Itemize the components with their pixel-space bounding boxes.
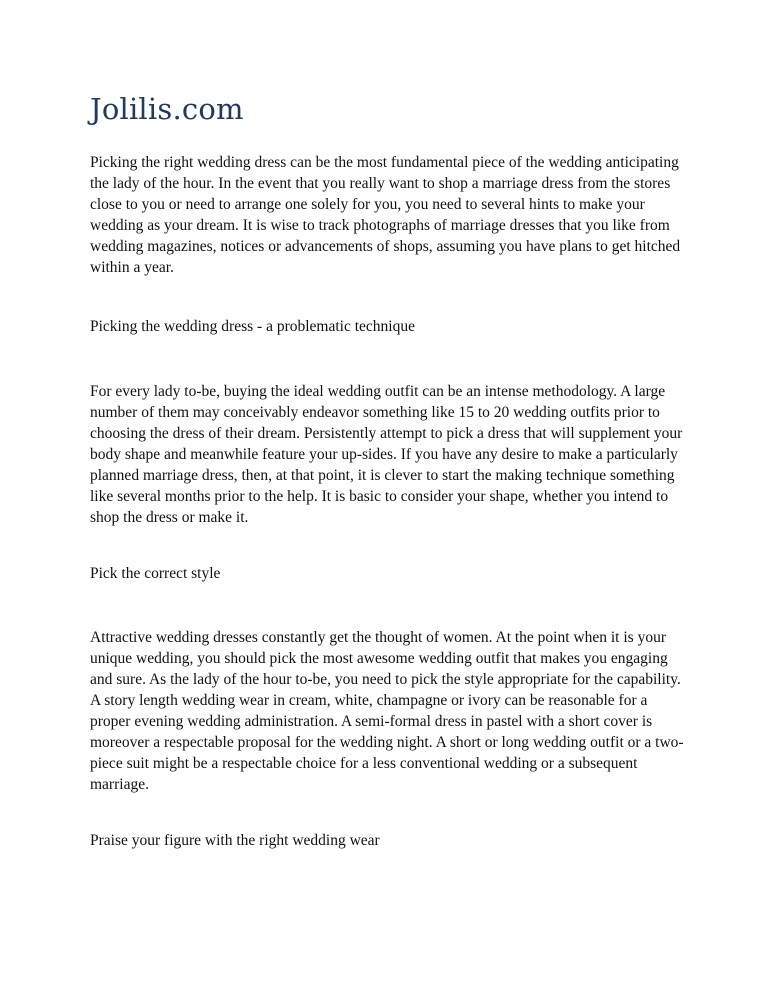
correct-style-paragraph: Attractive wedding dresses constantly get the thought of women. At the point when it is your unique wedding, you should pick the most awesome wedding outfit that makes you engaging and sure. As the lady of the hour to-be, you need to pick the style appropriate for the capability. A story length wedding wear in cream, white, champagne or ivory can be reasonable for a proper evening wedding administration. A semi-formal dress in pastel with a short cover is moreover a respectable proposal for the wedding night. A short or long wedding outfit or a two-piece suit might be a respectable choice for a less conventional wedding or a subsequent marriage. [90, 629, 684, 793]
intro-paragraph: Picking the right wedding dress can be the most fundamental piece of the wedding anticipating the lady of the hour. In the event that you really want to shop a marriage dress from the stores close to you or need to arrange one solely for you, you need to several hints to make your wedding as your dream. It is wise to track photographs of marriage dresses that you like from wedding magazines, notices or advancements of shops, assuming you have plans to get hitched within a year. [90, 154, 681, 276]
section-heading-praise-figure: Praise your figure with the right wedding wear [90, 832, 380, 849]
page-title: Jolilis.com [90, 92, 244, 126]
section-heading-dress-technique: Picking the wedding dress - a problematic technique [90, 318, 415, 335]
section-heading-correct-style: Pick the correct style [90, 565, 221, 582]
dress-technique-paragraph: For every lady to-be, buying the ideal wedding outfit can be an intense methodology. A large number of them may conceivably endeavor something like 15 to 20 wedding outfits prior to choosing the dress of their dream. Persistently attempt to pick a dress that will supplement your body shape and meanwhile feature your up-sides. If you have any desire to make a particularly planned marriage dress, then, at that point, it is clever to start the making technique something like several months prior to the help. It is basic to consider your shape, whether you intend to shop the dress or make it. [90, 383, 683, 526]
